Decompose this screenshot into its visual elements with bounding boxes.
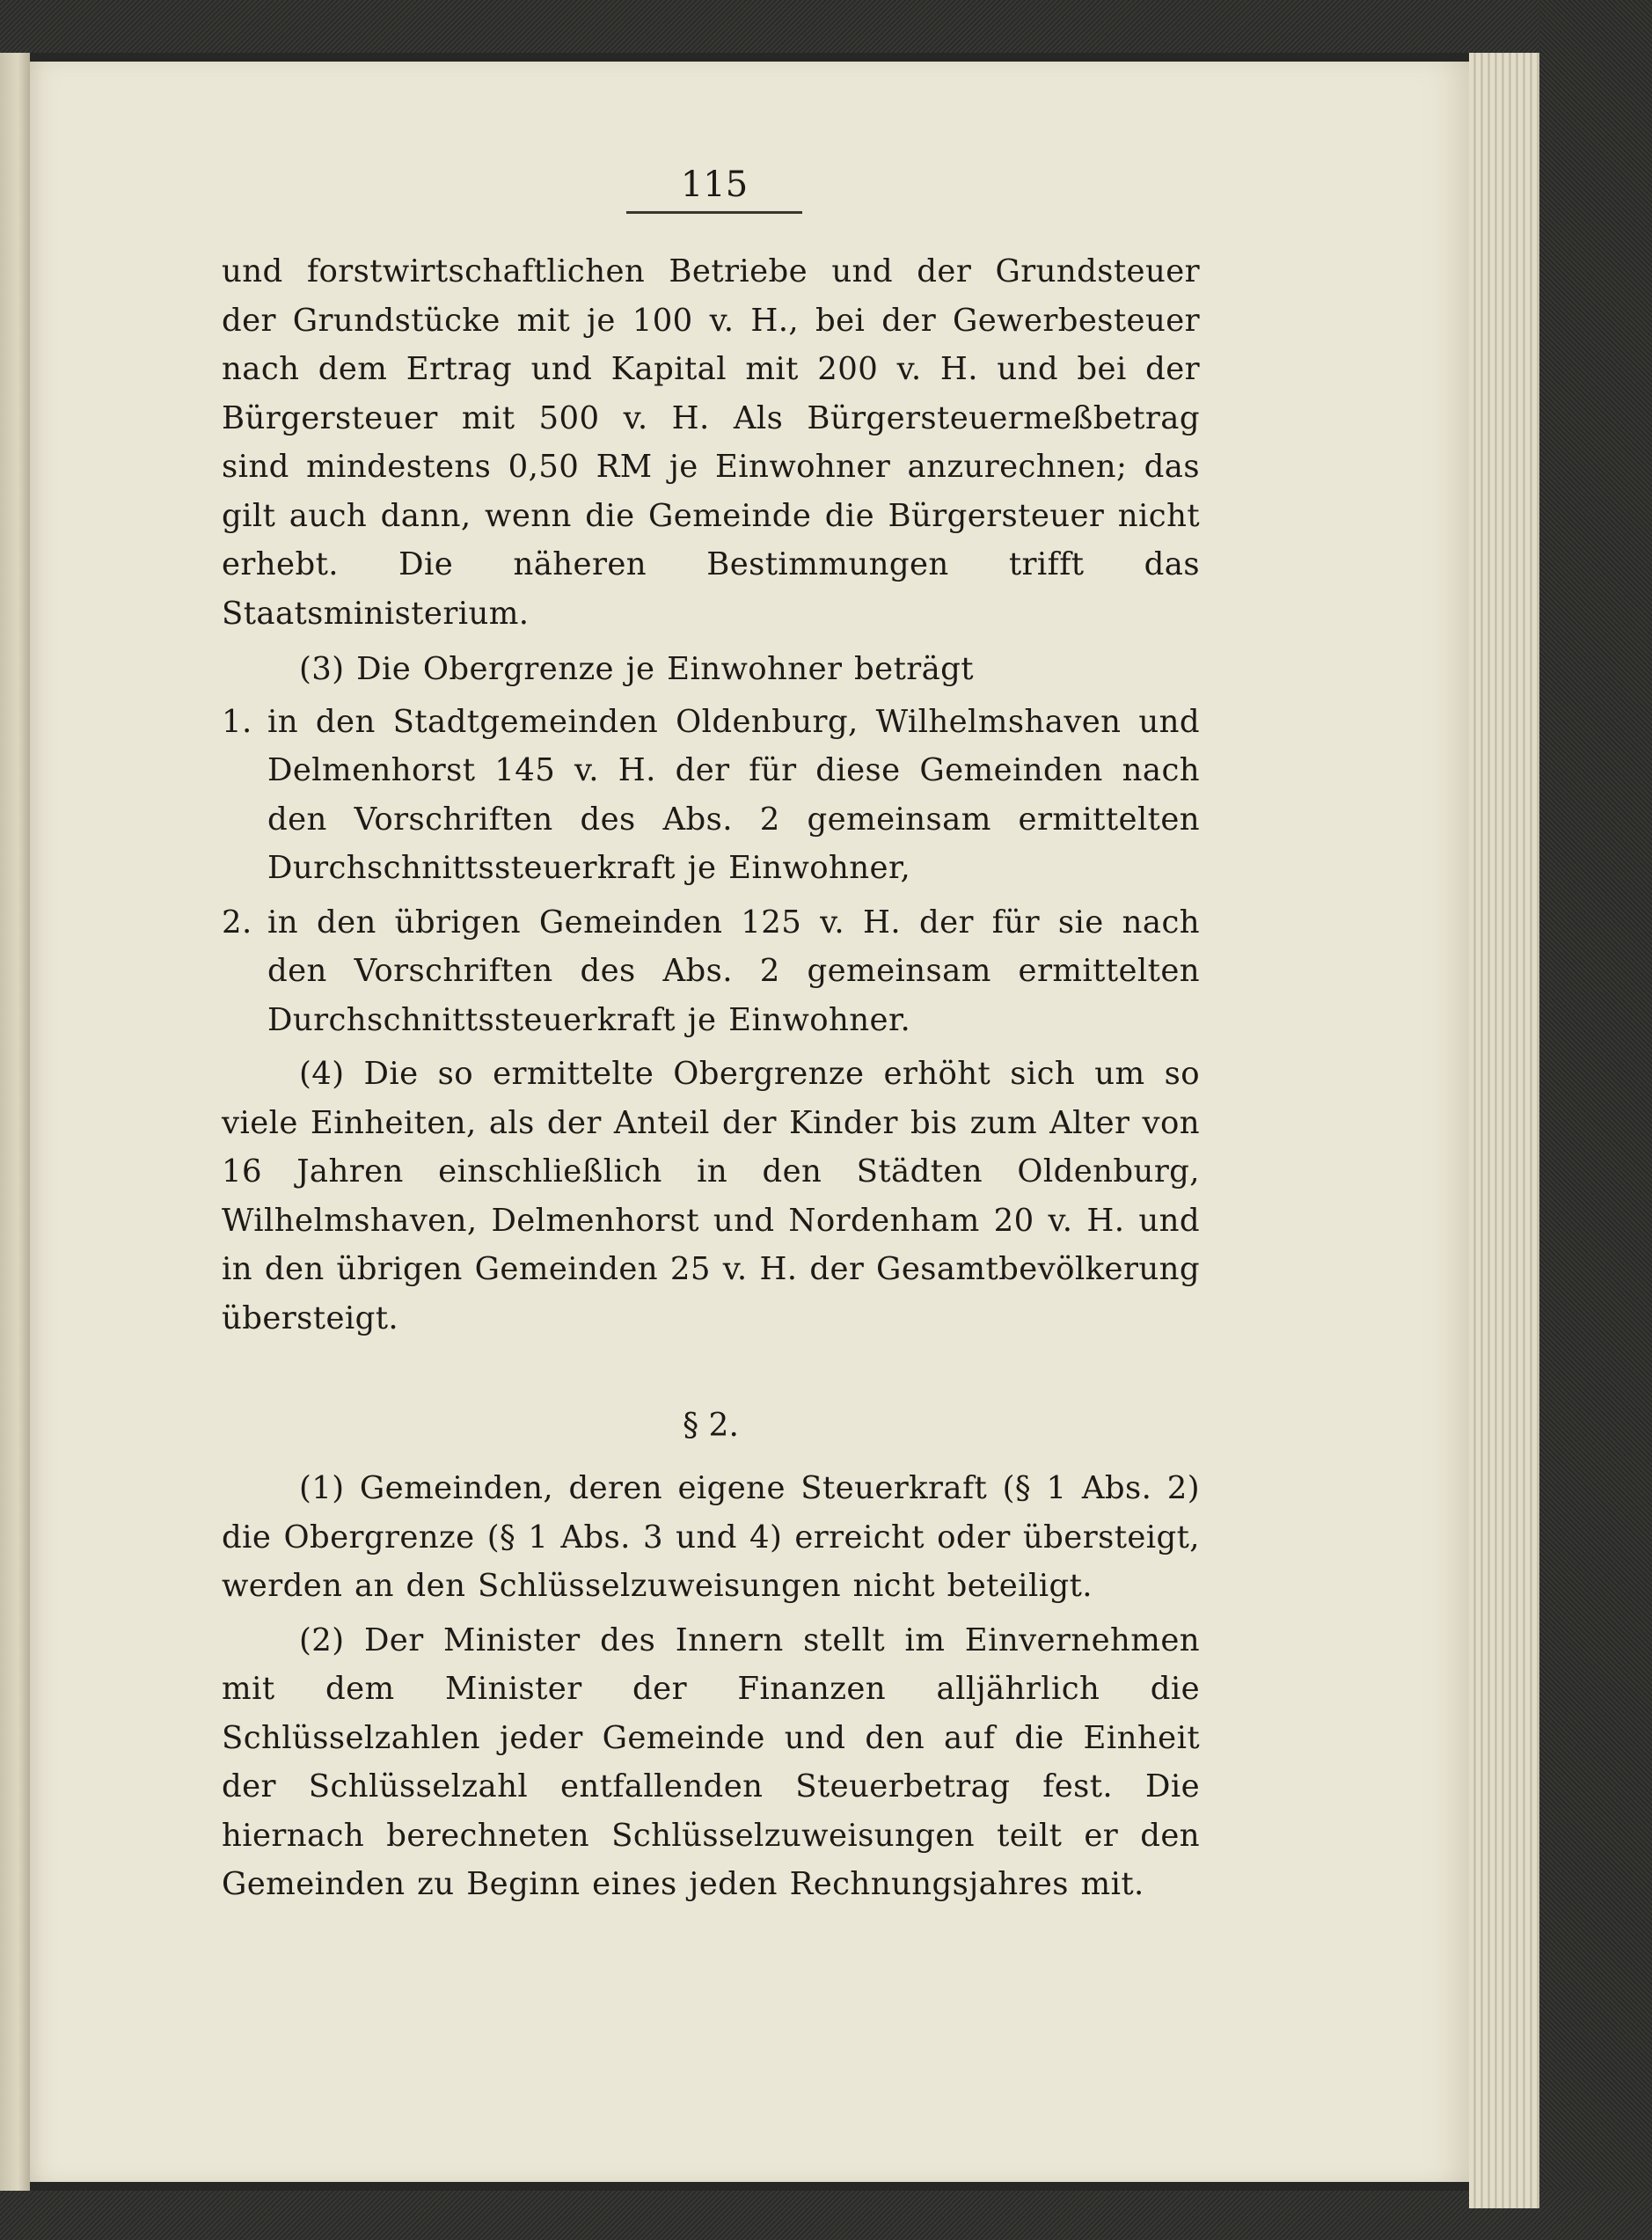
page-text [222, 164, 1200, 1909]
page-stack-edges [1469, 53, 1539, 2208]
section-paragraph-1: (1) Gemeinden, deren eigene Steuerkraft (§ 1 Abs. 2) die Obergrenze (§ 1 Abs. 3 und 4) erreicht oder übersteigt, werden an den Schlüsselzuweisungen nicht beteiligt. [222, 1470, 1200, 1604]
section-heading: § 2. [683, 1408, 739, 1444]
paragraph-3: (3) Die Obergrenze je Einwohner beträgt [299, 651, 974, 687]
list-item [222, 698, 1200, 893]
list-item-number: 2. [222, 904, 252, 941]
list-item-text: in den übrigen Gemeinden 125 v. H. der für sie nach den Vorschriften des Abs. 2 gemeinsam ermittelten Durchschnittssteuerkraft je Einwohner. [267, 904, 1200, 1038]
paragraph-4: (4) Die so ermittelte Obergrenze erhöht sich um so viele Einheiten, als der Anteil der Kinder bis zum Alter von 16 Jahren einschließlich in den Städten Oldenburg, Wilhelmshaven, Delmenhorst und Nordenham 20 v. H. und in den übrigen Gemeinden 25 v. H. der Gesamtbevölkerung übersteigt. [222, 1056, 1200, 1336]
book-cover-bottom [0, 2191, 1652, 2240]
page-number: 115 [626, 164, 802, 214]
list-item-text: in den Stadtgemeinden Oldenburg, Wilhelmshaven und Delmenhorst 145 v. H. der für diese Gemeinden nach den Vorschriften des Abs. 2 gemeinsam ermittelten Durchschnittssteuerkraft je Einwohner, [267, 703, 1200, 886]
adjacent-page-edge [0, 0, 30, 2240]
section-paragraph-2: (2) Der Minister des Innern stellt im Einvernehmen mit dem Minister der Finanzen alljährlich die Schlüsselzahlen jeder Gemeinde und den auf die Einheit der Schlüsselzahl entfallenden Steuerbetrag fest. Die hiernach berechneten Schlüsselzuweisungen teilt er den Gemeinden zu Beginn eines jeden Rechnungsjahres mit. [222, 1621, 1200, 1902]
paragraph-continuation: und forstwirtschaftlichen Betriebe und der Grundsteuer der Grundstücke mit je 100 v. H., bei der Gewerbesteuer nach dem Ertrag und Kapital mit 200 v. H. und bei der Bürgersteuer mit 500 v. H. Als Bürgersteuermeßbetrag sind mindestens 0,50 RM je Einwohner anzurechnen; das gilt auch dann, wenn die Gemeinde die Bürgersteuer nicht erhebt. Die näheren Bestimmungen trifft das Staatsministerium. [222, 253, 1200, 632]
book-cover-right [1539, 0, 1652, 2240]
list-item [222, 898, 1200, 1045]
book-cover-top [0, 0, 1652, 53]
list-item-number: 1. [222, 703, 252, 740]
